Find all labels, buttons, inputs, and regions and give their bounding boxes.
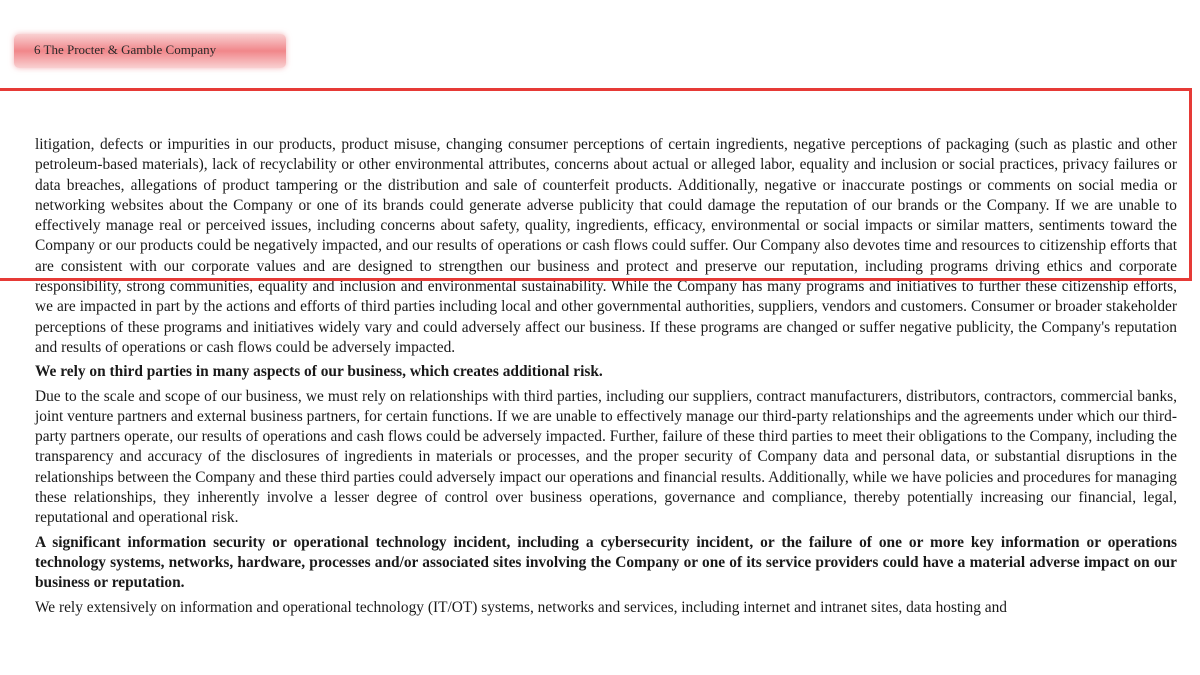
paragraph-reputation: litigation, defects or impurities in our products, product misuse, changing consumer perceptions of certain ingredients, negative perceptions of packaging (such as plastic and other petroleum-based materials), lack of recyclability or other environmental attributes, concerns about actual or alleged labor, equality and inclusion or social practices, privacy failures or data breaches, allegations of product tampering or the distribution and sale of counterfeit products. Additionally, negative or inaccurate postings or comments on social media or networking websites about the Company or one of its brands could generate adverse publicity that could damage the reputation of our brands or the Company. If we are unable to effectively manage real or perceived issues, including concerns about safety, quality, ingredients, efficacy, environmental or social impacts or similar matters, sentiments toward the Company or our products could be negatively impacted, and our results of operations or cash flows could suffer. Our Company also devotes time and resources to citizenship efforts that are consistent with our corporate values and are designed to strengthen our business and protect and preserve our reputation, including programs driving ethics and corporate responsibility, strong communities, equality and inclusion and environmental sustainability. While the Company has many programs and initiatives to further these citizenship efforts, we are impacted in part by the actions and efforts of third parties including local and other governmental authorities, suppliers, vendors and customers. Consumer or broader stakeholder perceptions of these programs and initiatives widely vary and could adversely affect our business. If these programs are changed or suffer negative publicity, the Company's reputation and results of operations or cash flows could be adversely impacted. xyxy=(35,136,1177,356)
page-header-highlight xyxy=(14,34,286,68)
document-body xyxy=(35,135,1177,618)
paragraph-it-ot: We rely extensively on information and operational technology (IT/OT) systems, networks and services, including internet and intranet sites, data hosting and xyxy=(35,598,1007,616)
section-heading-cybersecurity: A significant information security or operational technology incident, including a cybersecurity incident, or the failure of one or more key information or operations technology systems, networks, hardware, processes and/or associated sites involving the Company or one of its service providers could have a material adverse impact on our business or reputation. xyxy=(35,533,1177,592)
paragraph-third-parties: Due to the scale and scope of our business, we must rely on relationships with third parties, including our suppliers, contract manufacturers, distributors, contractors, commercial banks, joint venture partners and external business partners, for certain functions. If we are unable to effectively manage our third-party relationships and the agreements under which our third-party partners operate, our results of operations and cash flows could be adversely impacted. Further, failure of these third parties to meet their obligations to the Company, including the transparency and accuracy of the disclosures of ingredients in materials or processes, and the proper security of Company data and personal data, or substantial disruptions in the relationships between the Company and these third parties could adversely impact our operations and financial results. Additionally, while we have policies and procedures for managing these relationships, they inherently involve a lesser degree of control over business operations, governance and compliance, thereby potentially increasing our financial, legal, reputational and operational risk. xyxy=(35,387,1177,527)
running-title: 6 The Procter & Gamble Company xyxy=(34,42,217,57)
section-heading-third-parties: We rely on third parties in many aspects of our business, which creates additional risk. xyxy=(35,363,603,381)
